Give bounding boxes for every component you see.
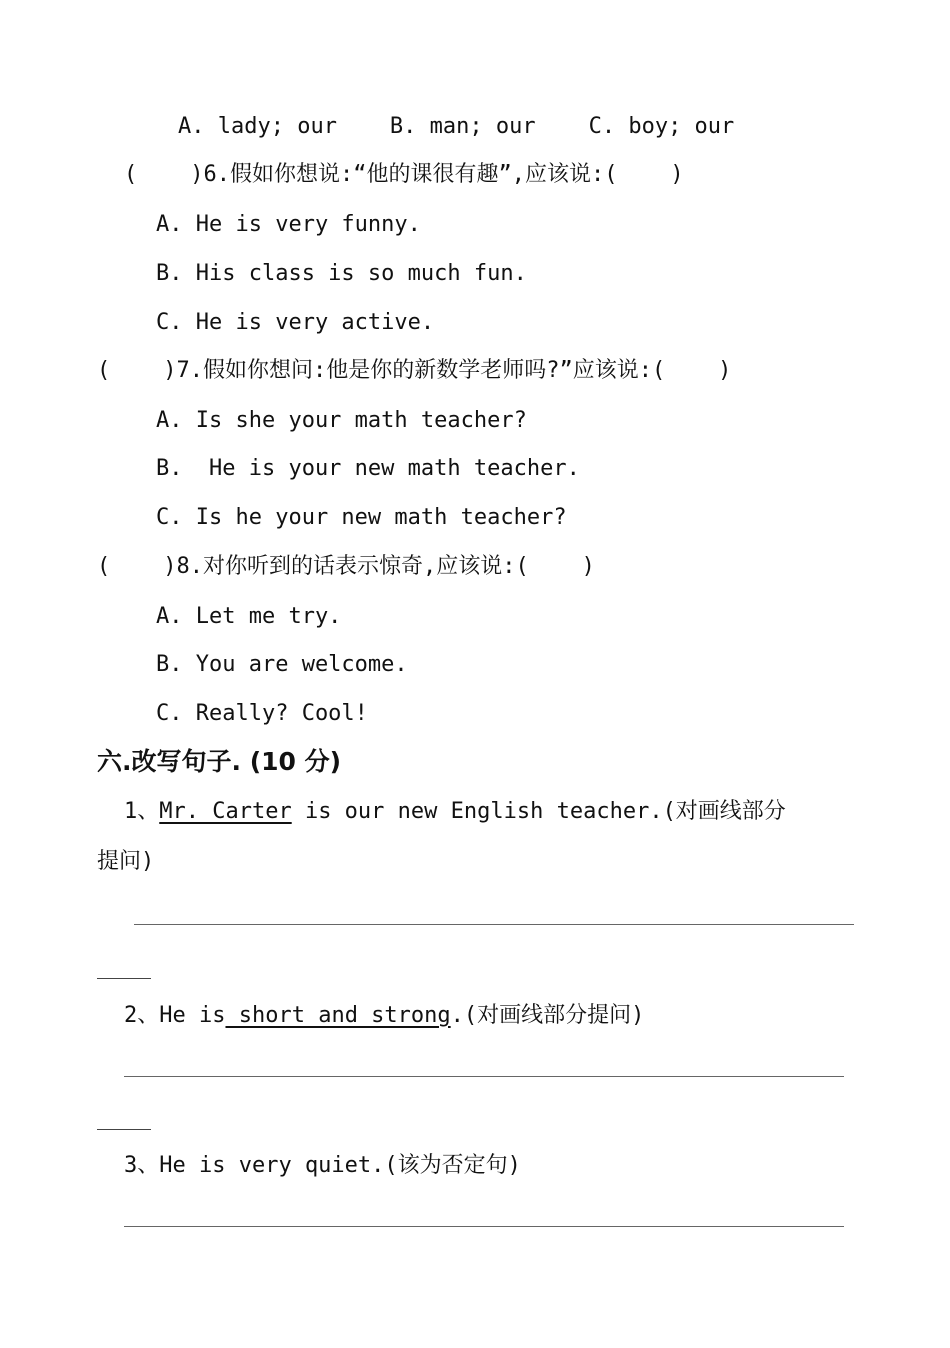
sentence-1-underlined: Mr. Carter xyxy=(159,799,292,824)
answer-line-2 xyxy=(124,1076,844,1077)
q7-option-b: B. He is your new math teacher. xyxy=(156,456,580,481)
section6-heading: 六.改写句子. (10 分) xyxy=(97,747,342,776)
q6-option-a: A. He is very funny. xyxy=(156,212,421,237)
q5-options: A. lady; our B. man; our C. boy; our xyxy=(178,114,735,139)
q6-option-b: B. His class is so much fun. xyxy=(156,261,527,286)
sentence-2-underlined: short and strong xyxy=(225,1003,451,1028)
q7-option-a: A. Is she your math teacher? xyxy=(156,408,527,433)
sentence-3: 3、He is very quiet.(该为否定句) xyxy=(124,1153,521,1178)
q8-option-a: A. Let me try. xyxy=(156,604,342,629)
sentence-1-number: 1、 xyxy=(124,799,160,824)
q7-stem: ( )7.假如你想问:他是你的新数学老师吗?”应该说:( ) xyxy=(97,358,732,383)
answer-line-2-tail xyxy=(97,1129,151,1130)
q6-option-c: C. He is very active. xyxy=(156,310,435,335)
sentence-2-rest: .(对画线部分提问) xyxy=(450,1003,645,1028)
q6-stem: ( )6.假如你想说:“他的课很有趣”,应该说:( ) xyxy=(124,162,684,187)
sentence-1-rest: is our new English teacher.(对画线部分 xyxy=(291,799,786,824)
answer-line-3 xyxy=(124,1226,844,1227)
q8-option-b: B. You are welcome. xyxy=(156,652,408,677)
sentence-2 xyxy=(124,1000,644,1032)
q8-option-c: C. Really? Cool! xyxy=(156,701,368,726)
answer-line-1-tail xyxy=(97,978,151,979)
answer-line-1 xyxy=(134,924,854,925)
q8-stem: ( )8.对你听到的话表示惊奇,应该说:( ) xyxy=(97,554,595,579)
sentence-2-start: 2、He is xyxy=(124,1003,226,1028)
q7-option-c: C. Is he your new math teacher? xyxy=(156,505,567,530)
sentence-1-continuation: 提问) xyxy=(97,849,155,874)
sentence-1 xyxy=(124,796,786,828)
